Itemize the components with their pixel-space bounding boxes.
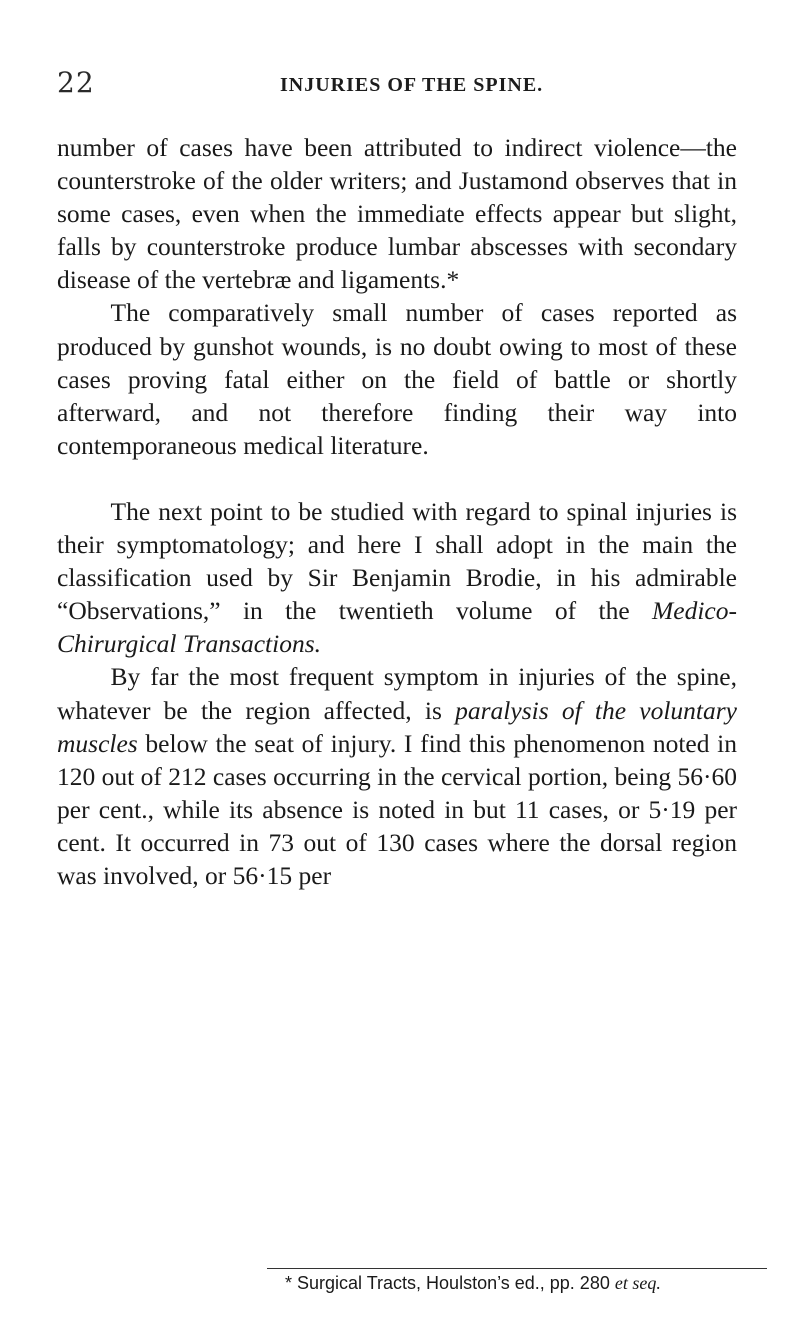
body-text bbox=[57, 131, 737, 892]
page-header bbox=[57, 66, 757, 102]
page-number: 22 bbox=[57, 66, 95, 99]
paragraph-4-text-end: below the seat of injury. I find this phenomenon noted in 120 out of 212 cases occurring in the cervical portion, being 56·60 per cent., while its absence is noted in but 11 cases, or 5·19 per cent. It occurred in 73 out of 130 cases where the dorsal region was involved, or 56·15 per bbox=[57, 728, 737, 890]
paragraph-3 bbox=[57, 495, 737, 660]
journal-title: Medico-Chirurgical Transactions. bbox=[57, 596, 737, 659]
footnote-text: * Surgical Tracts, Houlston’s ed., pp. 280 bbox=[285, 1273, 615, 1293]
paragraph-1: number of cases have been attributed to indirect violence—the counterstroke of the older writers; and Justamond observes that in some cases, even when the immediate effects appear but slight, falls by counterstroke produce lumbar abscesses with secondary disease of the vertebræ and ligaments.* bbox=[57, 133, 737, 295]
paragraph-4-text-start: By far the most frequent symptom in injuries of the spine, whatever be the region affected, is bbox=[57, 662, 737, 725]
footnote-italic: et seq. bbox=[614, 1273, 661, 1293]
paragraph-4 bbox=[57, 660, 737, 892]
footnote-rule bbox=[267, 1268, 767, 1269]
emphasized-term: paralysis of the voluntary muscles bbox=[57, 695, 737, 758]
footnote bbox=[285, 1273, 661, 1294]
running-head: INJURIES OF THE SPINE. bbox=[280, 74, 544, 96]
paragraph-3-text: The next point to be studied with regard to spinal injuries is their symptomatology; and here I shall adopt in the main the classification used by Sir Benjamin Brodie, in his admirable “Observations,” in the twentieth volume of the bbox=[57, 496, 737, 626]
paragraph-2: The comparatively small number of cases reported as produced by gunshot wounds, is no doubt owing to most of these cases proving fatal either on the field of battle or shortly afterward, and not therefore finding their way into contemporaneous medical literature. bbox=[57, 298, 737, 460]
